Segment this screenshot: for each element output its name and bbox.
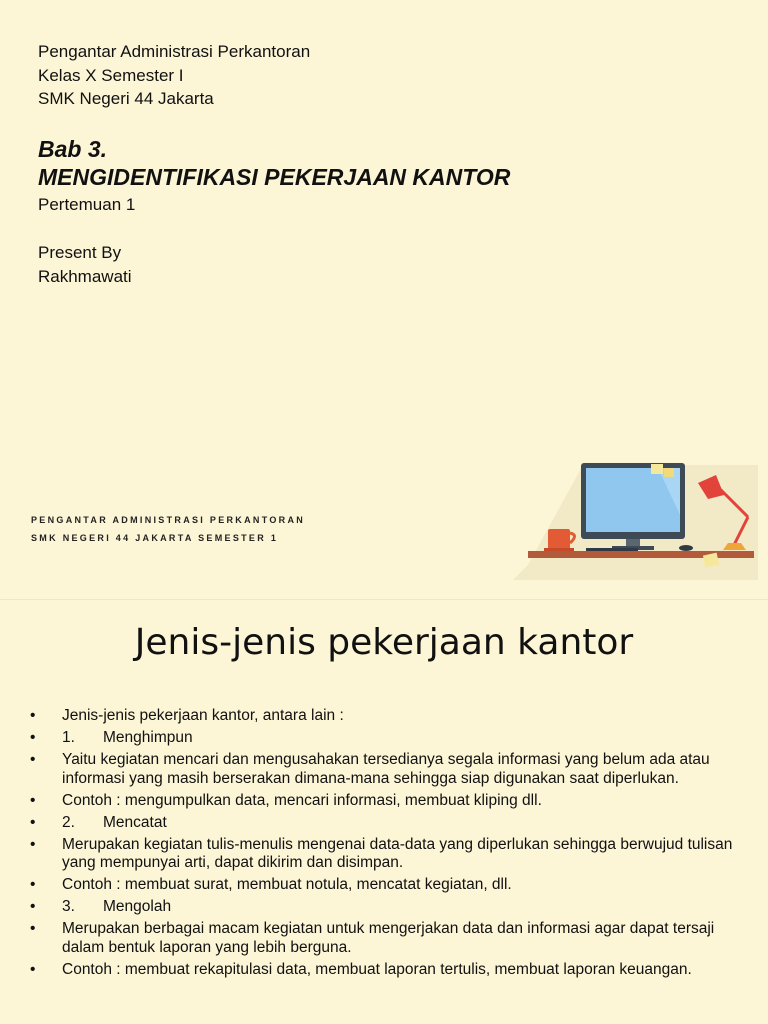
bullet-dot: •: [30, 791, 36, 809]
header-line-course: Pengantar Administrasi Perkantoran: [38, 42, 311, 61]
list-item: [30, 836, 744, 873]
list-item: [30, 961, 744, 980]
presenter-name: Rakhmawati: [38, 267, 132, 286]
list-item: [30, 729, 744, 748]
item-text: Jenis-jenis pekerjaan kantor, antara lain :: [62, 707, 344, 724]
item-text: Contoh : mengumpulkan data, mencari informasi, membuat kliping dll.: [62, 791, 542, 809]
slide-title: Jenis-jenis pekerjaan kantor: [134, 622, 634, 663]
bullet-dot: •: [30, 729, 36, 746]
header-line-class: Kelas X Semester I: [38, 65, 184, 85]
chapter-title: MENGIDENTIFIKASI PEKERJAAN KANTOR: [38, 164, 511, 190]
bullet-dot: •: [30, 898, 36, 915]
chapter-label: Bab 3.: [38, 136, 108, 162]
bullet-dot: •: [30, 920, 36, 937]
course-header: [38, 40, 310, 111]
bullet-dot: •: [30, 960, 36, 978]
bullet-dot: •: [30, 707, 36, 724]
list-item: [30, 707, 744, 726]
presenter-block: [38, 241, 132, 289]
item-text: Contoh : membuat rekapitulasi data, membuat laporan tertulis, membuat laporan keuangan.: [62, 960, 692, 978]
bullet-dot: •: [30, 876, 36, 893]
item-text: Mengolah: [103, 898, 172, 915]
list-item: [30, 898, 744, 917]
footer-course-line: PENGANTAR ADMINISTRASI PERKANTORAN: [31, 515, 306, 525]
bullet-list: [30, 707, 744, 983]
item-number: 3.: [62, 898, 75, 915]
item-text: Menghimpun: [103, 729, 193, 746]
item-number: 1.: [62, 729, 75, 746]
list-item: [30, 814, 744, 833]
desk-illustration-icon: [508, 455, 758, 580]
bullet-dot: •: [30, 813, 36, 831]
item-text: Contoh : membuat surat, membuat notula, mencatat kegiatan, dll.: [62, 876, 512, 893]
item-text: Yaitu kegiatan mencari dan mengusahakan tersedianya segala informasi yang belum ada atau informasi yang masih berserakan dimana-mana sehingga siap digunakan saat diperlukan.: [62, 751, 710, 787]
item-text: Merupakan berbagai macam kegiatan untuk mengerjakan data dan informasi agar dapat tersaji dalam bentuk laporan yang lebih berguna.: [62, 920, 715, 956]
present-by-label: Present By: [38, 243, 122, 262]
list-item: [30, 751, 744, 788]
slide-2: [0, 600, 768, 1024]
item-number: 2.: [62, 813, 75, 831]
bullet-dot: •: [30, 751, 36, 768]
list-item: [30, 792, 744, 811]
item-text: Mencatat: [103, 813, 167, 831]
bullet-dot: •: [30, 835, 36, 853]
footer-school-line: SMK NEGERI 44 JAKARTA SEMESTER 1: [31, 533, 279, 543]
list-item: [30, 920, 744, 957]
meeting-label: Pertemuan 1: [38, 195, 136, 214]
list-item: [30, 876, 744, 895]
header-line-school: SMK Negeri 44 Jakarta: [38, 89, 214, 108]
item-text: Merupakan kegiatan tulis-menulis mengenai data-data yang diperlukan sehingga berwujud tulisan yang mempunyai arti, dapat dikirim dan disimpan.: [62, 835, 733, 871]
